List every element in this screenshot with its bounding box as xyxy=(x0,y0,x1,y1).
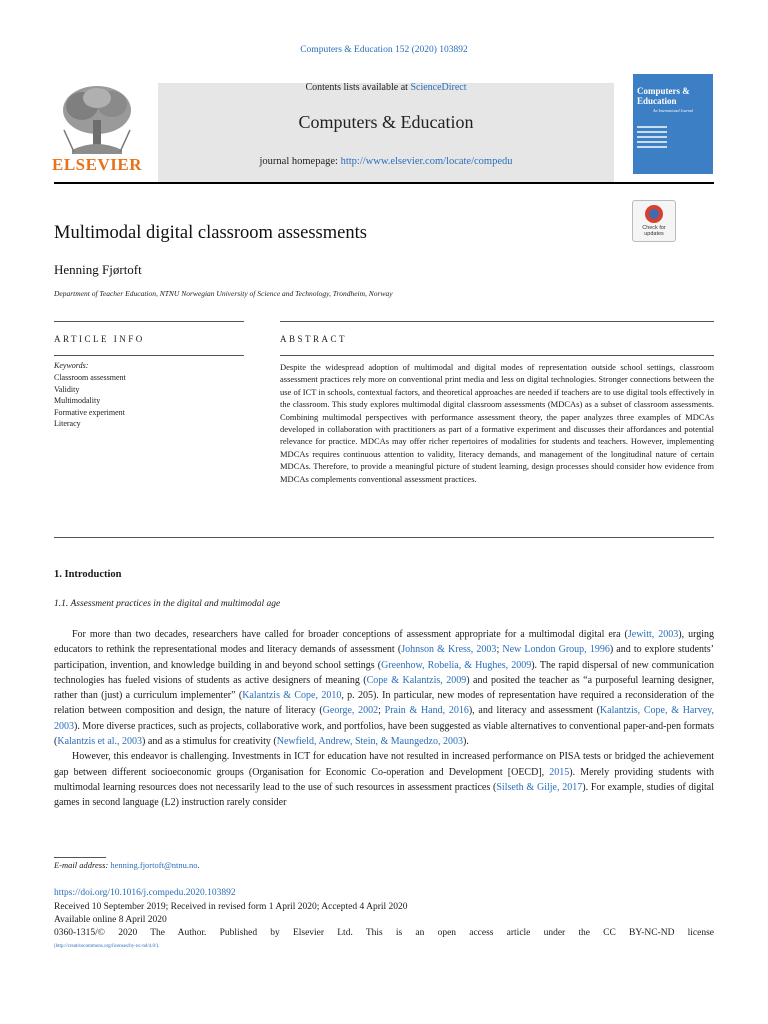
citation-link[interactable]: George, 2002 xyxy=(322,705,379,717)
citation-link[interactable]: Kalantzis et al., 2003 xyxy=(57,736,143,748)
body-text-segment: ). Merely providing students with multimodal learning resources does not necessarily lead to the use of such resources in assessment practices ( xyxy=(54,766,714,793)
citation-link[interactable]: Kalantzis & Cope, 2010 xyxy=(242,690,342,702)
citation-link[interactable]: New London Group, 1996 xyxy=(502,644,610,656)
header-divider xyxy=(54,182,714,184)
homepage-link[interactable]: http://www.elsevier.com/locate/compedu xyxy=(340,156,513,167)
article-info-top-rule xyxy=(54,321,244,322)
doi-link[interactable]: https://doi.org/10.1016/j.compedu.2020.103892 xyxy=(54,888,236,898)
citation-link[interactable]: Newfield, Andrew, Stein, & Maungedzo, 2003 xyxy=(276,736,463,748)
body-text-segment: ). The rapid dispersal of new communication technologies has fueled visions of students as active designers of meaning ( xyxy=(54,659,714,686)
elsevier-wordmark: ELSEVIER xyxy=(52,155,142,174)
footnote-rule xyxy=(54,857,106,858)
body-text-segment: ) and posited the teacher as “a purposeful learning designer, rather than (just) a curriculum implementer” ( xyxy=(54,674,714,702)
cover-subtitle: An International Journal xyxy=(653,108,693,113)
email-label: E-mail address: xyxy=(54,860,111,870)
body-text-segment: ). For example, studies of digital games in second language (L2) instruction rarely consider xyxy=(54,781,714,809)
keyword: Validity xyxy=(54,384,80,394)
license-link[interactable]: (http://creativecommons.org/licenses/by-nc-nd/4.0/). xyxy=(54,944,160,949)
homepage-prefix: journal homepage: xyxy=(259,156,341,167)
article-info-heading: ARTICLE INFO xyxy=(54,334,145,344)
article-title: Multimodal digital classroom assessments xyxy=(54,223,367,243)
received-dates: Received 10 September 2019; Received in revised form 1 April 2020; Accepted 4 April 2020 xyxy=(54,902,408,912)
body-text xyxy=(54,627,714,811)
paragraph-2 xyxy=(54,749,714,810)
contents-line xyxy=(158,82,614,93)
abstract-top-rule xyxy=(280,321,714,322)
journal-homepage xyxy=(158,156,614,167)
journal-reference-link[interactable]: Computers & Education 152 (2020) 103892 xyxy=(300,45,468,55)
body-text-segment: ) and as a stimulus for creativity ( xyxy=(142,736,277,748)
body-text-segment: ; xyxy=(496,644,503,656)
section-heading: 1. Introduction xyxy=(54,569,122,580)
keyword: Classroom assessment xyxy=(54,373,126,382)
journal-reference[interactable] xyxy=(0,45,768,55)
check-for-updates-button[interactable] xyxy=(632,200,676,242)
subsection-heading: 1.1. Assessment practices in the digital and multimodal age xyxy=(54,599,281,609)
check-updates-label: Check for updates xyxy=(642,225,666,237)
journal-name: Computers & Education xyxy=(298,112,474,132)
journal-header-band xyxy=(158,83,614,184)
abstract-heading-rule xyxy=(280,355,714,356)
cover-decoration xyxy=(637,126,667,151)
body-text-segment: ), and literacy and assessment ( xyxy=(468,705,600,717)
body-text-segment: ; xyxy=(378,705,385,717)
body-text-segment: ), urging educators to rethink the representational modes and literacy demands of assessment ( xyxy=(54,629,715,656)
check-updates-icon xyxy=(645,205,663,223)
citation-link[interactable]: Kalantzis, Cope, & Harvey, 2003 xyxy=(54,705,714,732)
citation-link[interactable]: Johnson & Kress, 2003 xyxy=(401,644,497,656)
article-info-heading-rule xyxy=(54,355,244,356)
abstract-text: Despite the widespread adoption of multimodal and digital modes of representation outside school settings, classroom assessment practices rely more on conventional print media and less on digital technologies. Stronger connections between the use of ICT in schools, contextual factors, and theoretical approaches are needed if teachers are to use digital tools effectively in the classroom. This study explores multimodal digital classroom assessments (MDCAs) as a subset of classroom assessments. Combining multimodal perspectives with performance assessment theory, the paper analyzes three examples of MDCAs developed in collaboration with practitioners as part of a formative experiment and discusses their affordances and potential relevance for practice. MDCAs may offer richer repertoires of modalities for students and teachers. However, implementing MDCAs requires continuous attention to validity, literacy demands, and management of the longitudinal nature of certain MDCAs. Therefore, to provide a meaningful picture of student learning, design processes should consider how evidence from MDCAs complements conventional assessment practices. xyxy=(280,362,714,484)
email-suffix: . xyxy=(197,860,200,870)
body-text-segment: ) and to explore students’ participation, invention, and knowledge building in and beyond school settings ( xyxy=(54,644,715,671)
author-affiliation: Department of Teacher Education, NTNU Norwegian University of Science and Technology, Trondheim, Norway xyxy=(54,289,393,298)
keyword: Literacy xyxy=(54,419,81,428)
contents-prefix: Contents lists available at xyxy=(305,82,411,93)
journal-cover-thumbnail[interactable] xyxy=(633,74,713,174)
sciencedirect-link[interactable]: ScienceDirect xyxy=(410,82,467,93)
body-text-segment: ). More diverse practices, such as projects, collaborative work, and portfolios, have been suggested as viable alternatives to conventional paper-and-pen formats ( xyxy=(54,720,714,748)
email-footnote xyxy=(54,860,200,870)
keyword: Formative experiment xyxy=(54,407,125,417)
email-link[interactable]: henning.fjortoft@ntnu.no xyxy=(110,860,198,870)
license-statement: 0360-1315/© 2020 The Author. Published by Elsevier Ltd. This is an open access article under the CC BY-NC-ND license xyxy=(54,928,714,938)
body-text-segment: , p. 205). In particular, new modes of representation have required a reconsideration of the relation between composition and design, the nature of literacy ( xyxy=(54,690,714,717)
paragraph-1 xyxy=(54,627,714,749)
body-text-segment: ). xyxy=(463,736,469,748)
keyword: Multimodality xyxy=(54,396,101,405)
body-text-segment: For more than two decades, researchers have called for broader conceptions of assessment appropriate for a multimodal digital era ( xyxy=(72,629,628,640)
keywords-list xyxy=(54,372,126,430)
citation-link[interactable]: Silseth & Gilje, 2017 xyxy=(496,781,583,793)
body-text-segment: However, this endeavor is challenging. Investments in ICT for education have not resulted in increased performance on PISA tests or bridged the achievement gap between different socioeconomic groups (Organisation for Economic Co-operation and Development [OECD], xyxy=(54,751,714,778)
citation-link[interactable]: 2015 xyxy=(549,766,570,778)
license-url xyxy=(54,944,159,949)
doi-line xyxy=(54,888,236,898)
citation-link[interactable]: Greenhow, Robelia, & Hughes, 2009 xyxy=(381,659,532,671)
abstract-heading: ABSTRACT xyxy=(280,334,348,344)
citation-link[interactable]: Cope & Kalantzis, 2009 xyxy=(366,674,467,686)
available-online-date: Available online 8 April 2020 xyxy=(54,915,167,925)
keywords-label: Keywords: xyxy=(54,361,89,370)
article-author: Henning Fjørtoft xyxy=(54,262,142,277)
abstract-bottom-rule xyxy=(54,537,714,538)
citation-link[interactable]: Jewitt, 2003 xyxy=(627,629,679,640)
citation-link[interactable]: Prain & Hand, 2016 xyxy=(384,705,469,717)
cover-title: Computers & Education xyxy=(637,86,690,106)
